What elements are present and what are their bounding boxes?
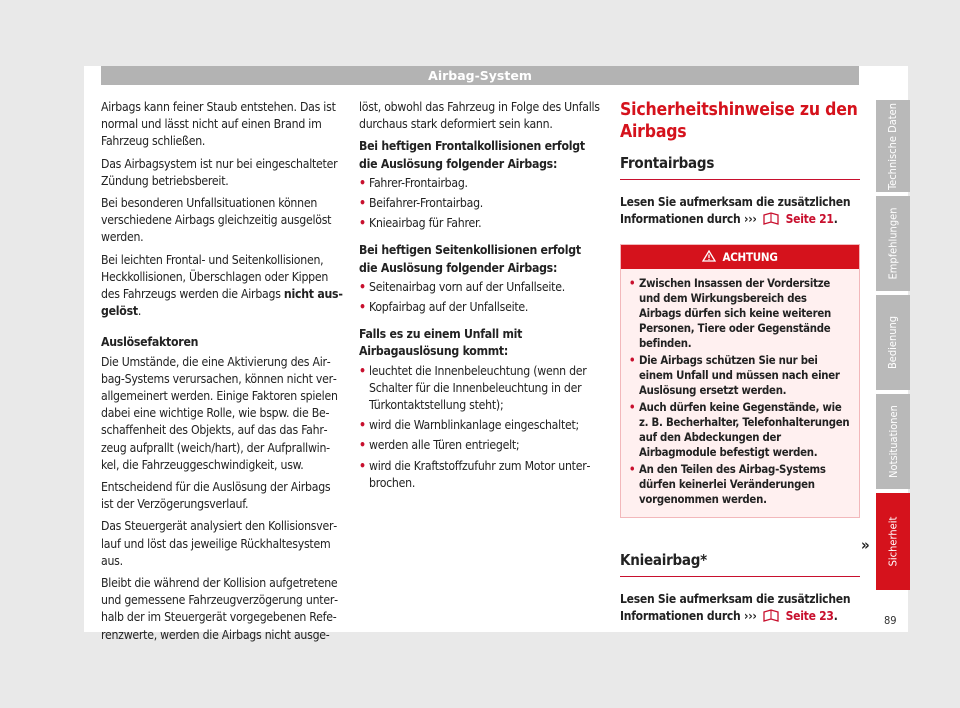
list-item: • Beifahrer-Frontairbag. — [359, 195, 602, 212]
tab-empfehlungen[interactable] — [876, 196, 910, 291]
tab-sicherheit[interactable] — [876, 493, 910, 590]
reference-text: Lesen Sie aufmerksam die zusätzlichen Informationen durch — [620, 195, 851, 226]
section-title: Sicherheitshinweise zu den Airbags — [620, 100, 858, 142]
warning-item: • Zwischen Insassen der Vordersitze und dem Wirkungsbereich des Airbags dürfen sich keine weiteren Personen, Tiere oder Gegenstände befinden. — [629, 276, 850, 351]
book-icon — [762, 212, 780, 230]
continue-marker: » — [861, 536, 870, 554]
cross-reference: Lesen Sie aufmerksam die zusätzlichen Informationen durch ››› Seite 23. — [620, 591, 860, 627]
section-heading: Auslösefaktoren — [101, 335, 199, 350]
page-reference-link[interactable]: Seite 23 — [785, 609, 834, 623]
column-3 — [620, 99, 860, 627]
list-heading: Bei heftigen Seitenkollisionen erfolgt die Auslösung folgender Airbags: — [359, 243, 581, 275]
page-header: Airbag-System — [101, 66, 859, 85]
list-item: • wird die Warnblinkanlage eingeschaltet; — [359, 417, 602, 434]
list-item: • werden alle Türen entriegelt; — [359, 437, 602, 454]
tab-label: Notsituationen — [886, 405, 900, 478]
reference-text: Lesen Sie aufmerksam die zusätzlichen Informationen durch — [620, 592, 851, 623]
paragraph — [101, 252, 344, 321]
paragraph-end: . — [137, 304, 142, 319]
tab-bedienung[interactable] — [876, 295, 910, 390]
book-icon — [762, 609, 780, 627]
cross-reference: Lesen Sie aufmerksam die zusätzlichen Informationen durch ››› Seite 21. — [620, 194, 860, 230]
subsection-title-frontairbags: Frontairbags — [620, 153, 860, 180]
reference-arrows: ››› — [744, 609, 757, 623]
list-item: • Knieairbag für Fahrer. — [359, 215, 602, 232]
tab-label: Bedienung — [886, 315, 900, 370]
paragraph: Bei besonderen Unfallsituationen können verschiedene Airbags gleichzeitig ausgelöst werden. — [101, 196, 332, 245]
warning-label: ACHTUNG — [722, 250, 778, 264]
reference-arrows: ››› — [744, 212, 757, 226]
paragraph: löst, obwohl das Fahrzeug in Folge des Unfalls durchaus stark deformiert sein kann. — [359, 100, 600, 132]
warning-item: • Die Airbags schützen Sie nur bei einem Unfall und müssen nach einer Auslösung ersetzt werden. — [629, 353, 850, 398]
emphasis: nicht ausgelöst — [101, 287, 343, 319]
page-reference-link[interactable]: Seite 21 — [785, 212, 834, 226]
column-1 — [101, 99, 344, 649]
column-2 — [359, 99, 602, 495]
list-heading: Bei heftigen Frontalkollisionen erfolgt die Auslösung folgender Airbags: — [359, 139, 585, 171]
list-item: • leuchtet die Innenbeleuchtung (wenn der Schalter für die Innenbeleuchtung in der Türkontaktstellung steht); — [359, 363, 602, 415]
list-item: • Seitenairbag vorn auf der Unfallseite. — [359, 279, 602, 296]
paragraph: Entscheidend für die Auslösung der Airbags ist der Verzögerungsverlauf. — [101, 480, 331, 512]
paragraph: Bleibt die während der Kollision aufgetretene und gemessene Fahrzeugverzögerung unterhalb der im Steuergerät vorgegebenen Referenzwerte, werden die Airbags nicht ausge- — [101, 576, 339, 642]
list-item: • Kopfairbag auf der Unfallseite. — [359, 299, 602, 316]
list-heading: Falls es zu einem Unfall mit Airbagauslösung kommt: — [359, 327, 523, 359]
warning-item: • Auch dürfen keine Gegenstände, wie z. B. Becherhalter, Telefonhalterungen auf den Abdeckungen der Airbagmodule befestigt werden. — [629, 400, 850, 460]
page-number: 89 — [884, 614, 897, 627]
tab-label: Sicherheit — [886, 516, 900, 567]
list-item: • wird die Kraftstoffzufuhr zum Motor unterbrochen. — [359, 458, 602, 492]
paragraph-text: Bei leichten Frontal- und Seitenkollisionen, Heckkollisionen, Überschlagen oder Kippen des Fahrzeugs werden die Airbags — [101, 252, 329, 302]
list-item: • Fahrer-Frontairbag. — [359, 175, 602, 192]
warning-header — [621, 245, 859, 269]
warning-body — [621, 269, 859, 517]
tab-technische-daten[interactable] — [876, 100, 910, 192]
paragraph: Das Airbagsystem ist nur bei eingeschalteter Zündung betriebsbereit. — [101, 156, 338, 188]
subsection-title-knieairbag: Knieairbag* — [620, 550, 860, 577]
tab-notsituationen[interactable] — [876, 394, 910, 489]
paragraph: Airbags kann feiner Staub entstehen. Das ist normal und lässt nicht auf einen Brand im Fahrzeug schließen. — [101, 100, 336, 149]
tab-label: Technische Daten — [886, 102, 900, 190]
tab-label: Empfehlungen — [886, 207, 900, 280]
warning-box — [620, 244, 860, 518]
paragraph: Das Steuergerät analysiert den Kollisionsverlauf und löst das jeweilige Rückhaltesystem aus. — [101, 519, 338, 568]
paragraph: Die Umstände, die eine Aktivierung des Airbag-Systems verursachen, können nicht verallgemeinert werden. Einige Faktoren spielen dabei eine wichtige Rolle, wie bspw. die Beschaffenheit des Objekts, auf das das Fahrzeug aufprallt (weich/hart), der Aufprallwinkel, die Fahrzeuggeschwindigkeit, usw. — [101, 354, 338, 472]
warning-item: • An den Teilen des Airbag-Systems dürfen keinerlei Veränderungen vorgenommen werden. — [629, 462, 850, 507]
warning-icon — [702, 250, 722, 264]
